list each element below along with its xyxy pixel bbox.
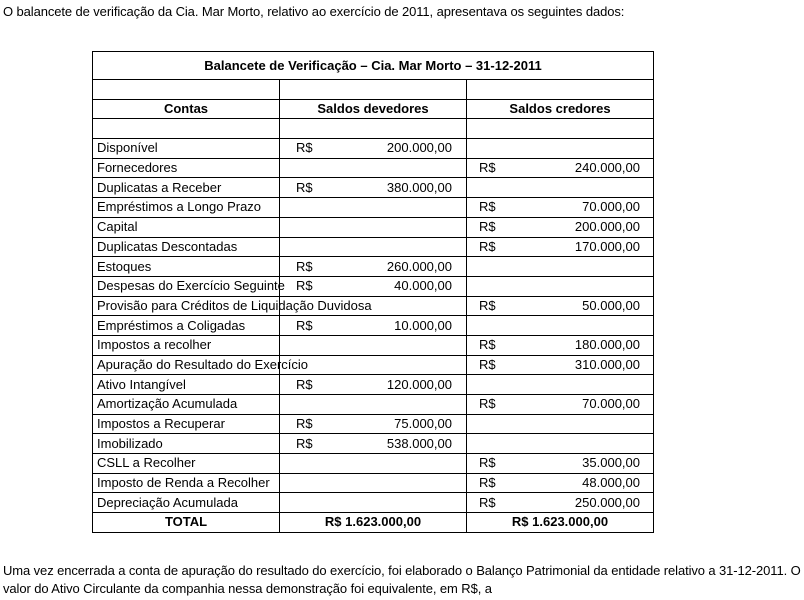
- amount-value: 200.000,00: [574, 219, 640, 235]
- table-row: [93, 434, 654, 454]
- table-row: [93, 454, 654, 474]
- currency-symbol: R$: [479, 494, 496, 510]
- account-name: Impostos a Recuperar: [93, 414, 280, 434]
- account-name: Amortização Acumulada: [93, 395, 280, 415]
- currency-symbol: R$: [479, 475, 496, 491]
- account-name: Empréstimos a Longo Prazo: [93, 198, 280, 218]
- amount-value: 250.000,00: [574, 494, 640, 510]
- question-text: Uma vez encerrada a conta de apuração do resultado do exercício, foi elaborado o Balanço Patrimonial da entidade relativo a 31-12-2011. O valor do Ativo Circulante da companhia nessa demonstração foi equivalente, em R$, a: [3, 563, 801, 596]
- credit-cell: [467, 178, 654, 198]
- credit-cell: [467, 355, 654, 375]
- table-row: [93, 316, 654, 336]
- intro-text: O balancete de verificação da Cia. Mar Morto, relativo ao exercício de 2011, apresentava os seguintes dados:: [3, 4, 625, 19]
- account-name: Impostos a recolher: [93, 335, 280, 355]
- table-row: [93, 139, 654, 159]
- debit-cell: [280, 139, 467, 159]
- credit-cell: [467, 335, 654, 355]
- table-row: [93, 335, 654, 355]
- credit-cell: [467, 395, 654, 415]
- amount-value: 310.000,00: [574, 356, 640, 372]
- header-row: [93, 99, 654, 119]
- amount-value: 170.000,00: [574, 238, 640, 254]
- credit-cell: [467, 257, 654, 277]
- amount-value: 120.000,00: [386, 376, 452, 392]
- amount-value: 260.000,00: [386, 258, 452, 274]
- currency-symbol: R$: [296, 179, 313, 195]
- balancete-table: [92, 51, 654, 533]
- debit-cell: [280, 434, 467, 454]
- credit-cell: [467, 237, 654, 257]
- debit-cell: [280, 395, 467, 415]
- table-row: [93, 375, 654, 395]
- currency-symbol: R$: [296, 278, 313, 294]
- header-credores: Saldos credores: [467, 99, 654, 119]
- amount-value: 380.000,00: [386, 179, 452, 195]
- amount-value: 538.000,00: [386, 435, 452, 451]
- table-row: [93, 257, 654, 277]
- account-name: Despesas do Exercício Seguinte: [93, 276, 280, 296]
- amount-value: 75.000,00: [394, 416, 452, 432]
- credit-cell: [467, 493, 654, 513]
- credit-cell: [467, 375, 654, 395]
- debit-cell: [280, 158, 467, 178]
- account-name: Duplicatas a Receber: [93, 178, 280, 198]
- table-row: [93, 178, 654, 198]
- credit-cell: [467, 158, 654, 178]
- credit-cell: [467, 217, 654, 237]
- credit-cell: [467, 316, 654, 336]
- table-row: [93, 237, 654, 257]
- currency-symbol: R$: [479, 396, 496, 412]
- debit-cell: [280, 414, 467, 434]
- currency-symbol: R$: [479, 297, 496, 313]
- currency-symbol: R$: [296, 140, 313, 156]
- table-row: [93, 355, 654, 375]
- table-row: [93, 198, 654, 218]
- debit-cell: [280, 217, 467, 237]
- account-name: Duplicatas Descontadas: [93, 237, 280, 257]
- table-row: [93, 414, 654, 434]
- account-name: Capital: [93, 217, 280, 237]
- debit-cell: [280, 276, 467, 296]
- amount-value: 70.000,00: [582, 396, 640, 412]
- amount-value: 200.000,00: [386, 140, 452, 156]
- table-row: [93, 217, 654, 237]
- header-contas: Contas: [93, 99, 280, 119]
- amount-value: 48.000,00: [582, 475, 640, 491]
- currency-symbol: R$: [296, 416, 313, 432]
- amount-value: 50.000,00: [582, 297, 640, 313]
- account-name: Ativo Intangível: [93, 375, 280, 395]
- debit-cell: [280, 198, 467, 218]
- table-row: [93, 276, 654, 296]
- debit-cell: [280, 454, 467, 474]
- amount-value: 70.000,00: [582, 199, 640, 215]
- table-title: Balancete de Verificação – Cia. Mar Morto – 31-12-2011: [93, 52, 654, 80]
- table-row: [93, 473, 654, 493]
- debit-cell: [280, 335, 467, 355]
- total-debit: R$ 1.623.000,00: [280, 513, 467, 533]
- debit-cell: [280, 178, 467, 198]
- total-row: [93, 513, 654, 533]
- currency-symbol: R$: [296, 258, 313, 274]
- debit-cell: [280, 257, 467, 277]
- amount-value: 10.000,00: [394, 317, 452, 333]
- table-row: [93, 395, 654, 415]
- table-row: [93, 493, 654, 513]
- debit-cell: [280, 316, 467, 336]
- currency-symbol: R$: [479, 160, 496, 176]
- account-name: Imposto de Renda a Recolher: [93, 473, 280, 493]
- table-title-row: [93, 52, 654, 80]
- credit-cell: [467, 454, 654, 474]
- currency-symbol: R$: [479, 356, 496, 372]
- debit-cell: [280, 375, 467, 395]
- header-devedores: Saldos devedores: [280, 99, 467, 119]
- currency-symbol: R$: [479, 337, 496, 353]
- credit-cell: [467, 414, 654, 434]
- debit-cell: [280, 493, 467, 513]
- table-row: [93, 158, 654, 178]
- credit-cell: [467, 296, 654, 316]
- currency-symbol: R$: [296, 317, 313, 333]
- currency-symbol: R$: [479, 238, 496, 254]
- account-name: Depreciação Acumulada: [93, 493, 280, 513]
- blank-row: [93, 80, 654, 100]
- amount-value: 40.000,00: [394, 278, 452, 294]
- total-label: TOTAL: [93, 513, 280, 533]
- account-name: Estoques: [93, 257, 280, 277]
- amount-value: 35.000,00: [582, 455, 640, 471]
- currency-symbol: R$: [296, 376, 313, 392]
- account-name: Apuração do Resultado do Exercício: [93, 355, 280, 375]
- account-name: Imobilizado: [93, 434, 280, 454]
- currency-symbol: R$: [479, 199, 496, 215]
- credit-cell: [467, 276, 654, 296]
- credit-cell: [467, 139, 654, 159]
- credit-cell: [467, 473, 654, 493]
- table-row: [93, 296, 654, 316]
- amount-value: 240.000,00: [574, 160, 640, 176]
- credit-cell: [467, 434, 654, 454]
- account-name: Disponível: [93, 139, 280, 159]
- amount-value: 180.000,00: [574, 337, 640, 353]
- currency-symbol: R$: [479, 219, 496, 235]
- account-name: Provisão para Créditos de Liquidação Duvidosa: [93, 296, 280, 316]
- currency-symbol: R$: [479, 455, 496, 471]
- account-name: Empréstimos a Coligadas: [93, 316, 280, 336]
- debit-cell: [280, 473, 467, 493]
- blank-row: [93, 119, 654, 139]
- credit-cell: [467, 198, 654, 218]
- account-name: CSLL a Recolher: [93, 454, 280, 474]
- account-name: Fornecedores: [93, 158, 280, 178]
- total-credit: R$ 1.623.000,00: [467, 513, 654, 533]
- debit-cell: [280, 237, 467, 257]
- currency-symbol: R$: [296, 435, 313, 451]
